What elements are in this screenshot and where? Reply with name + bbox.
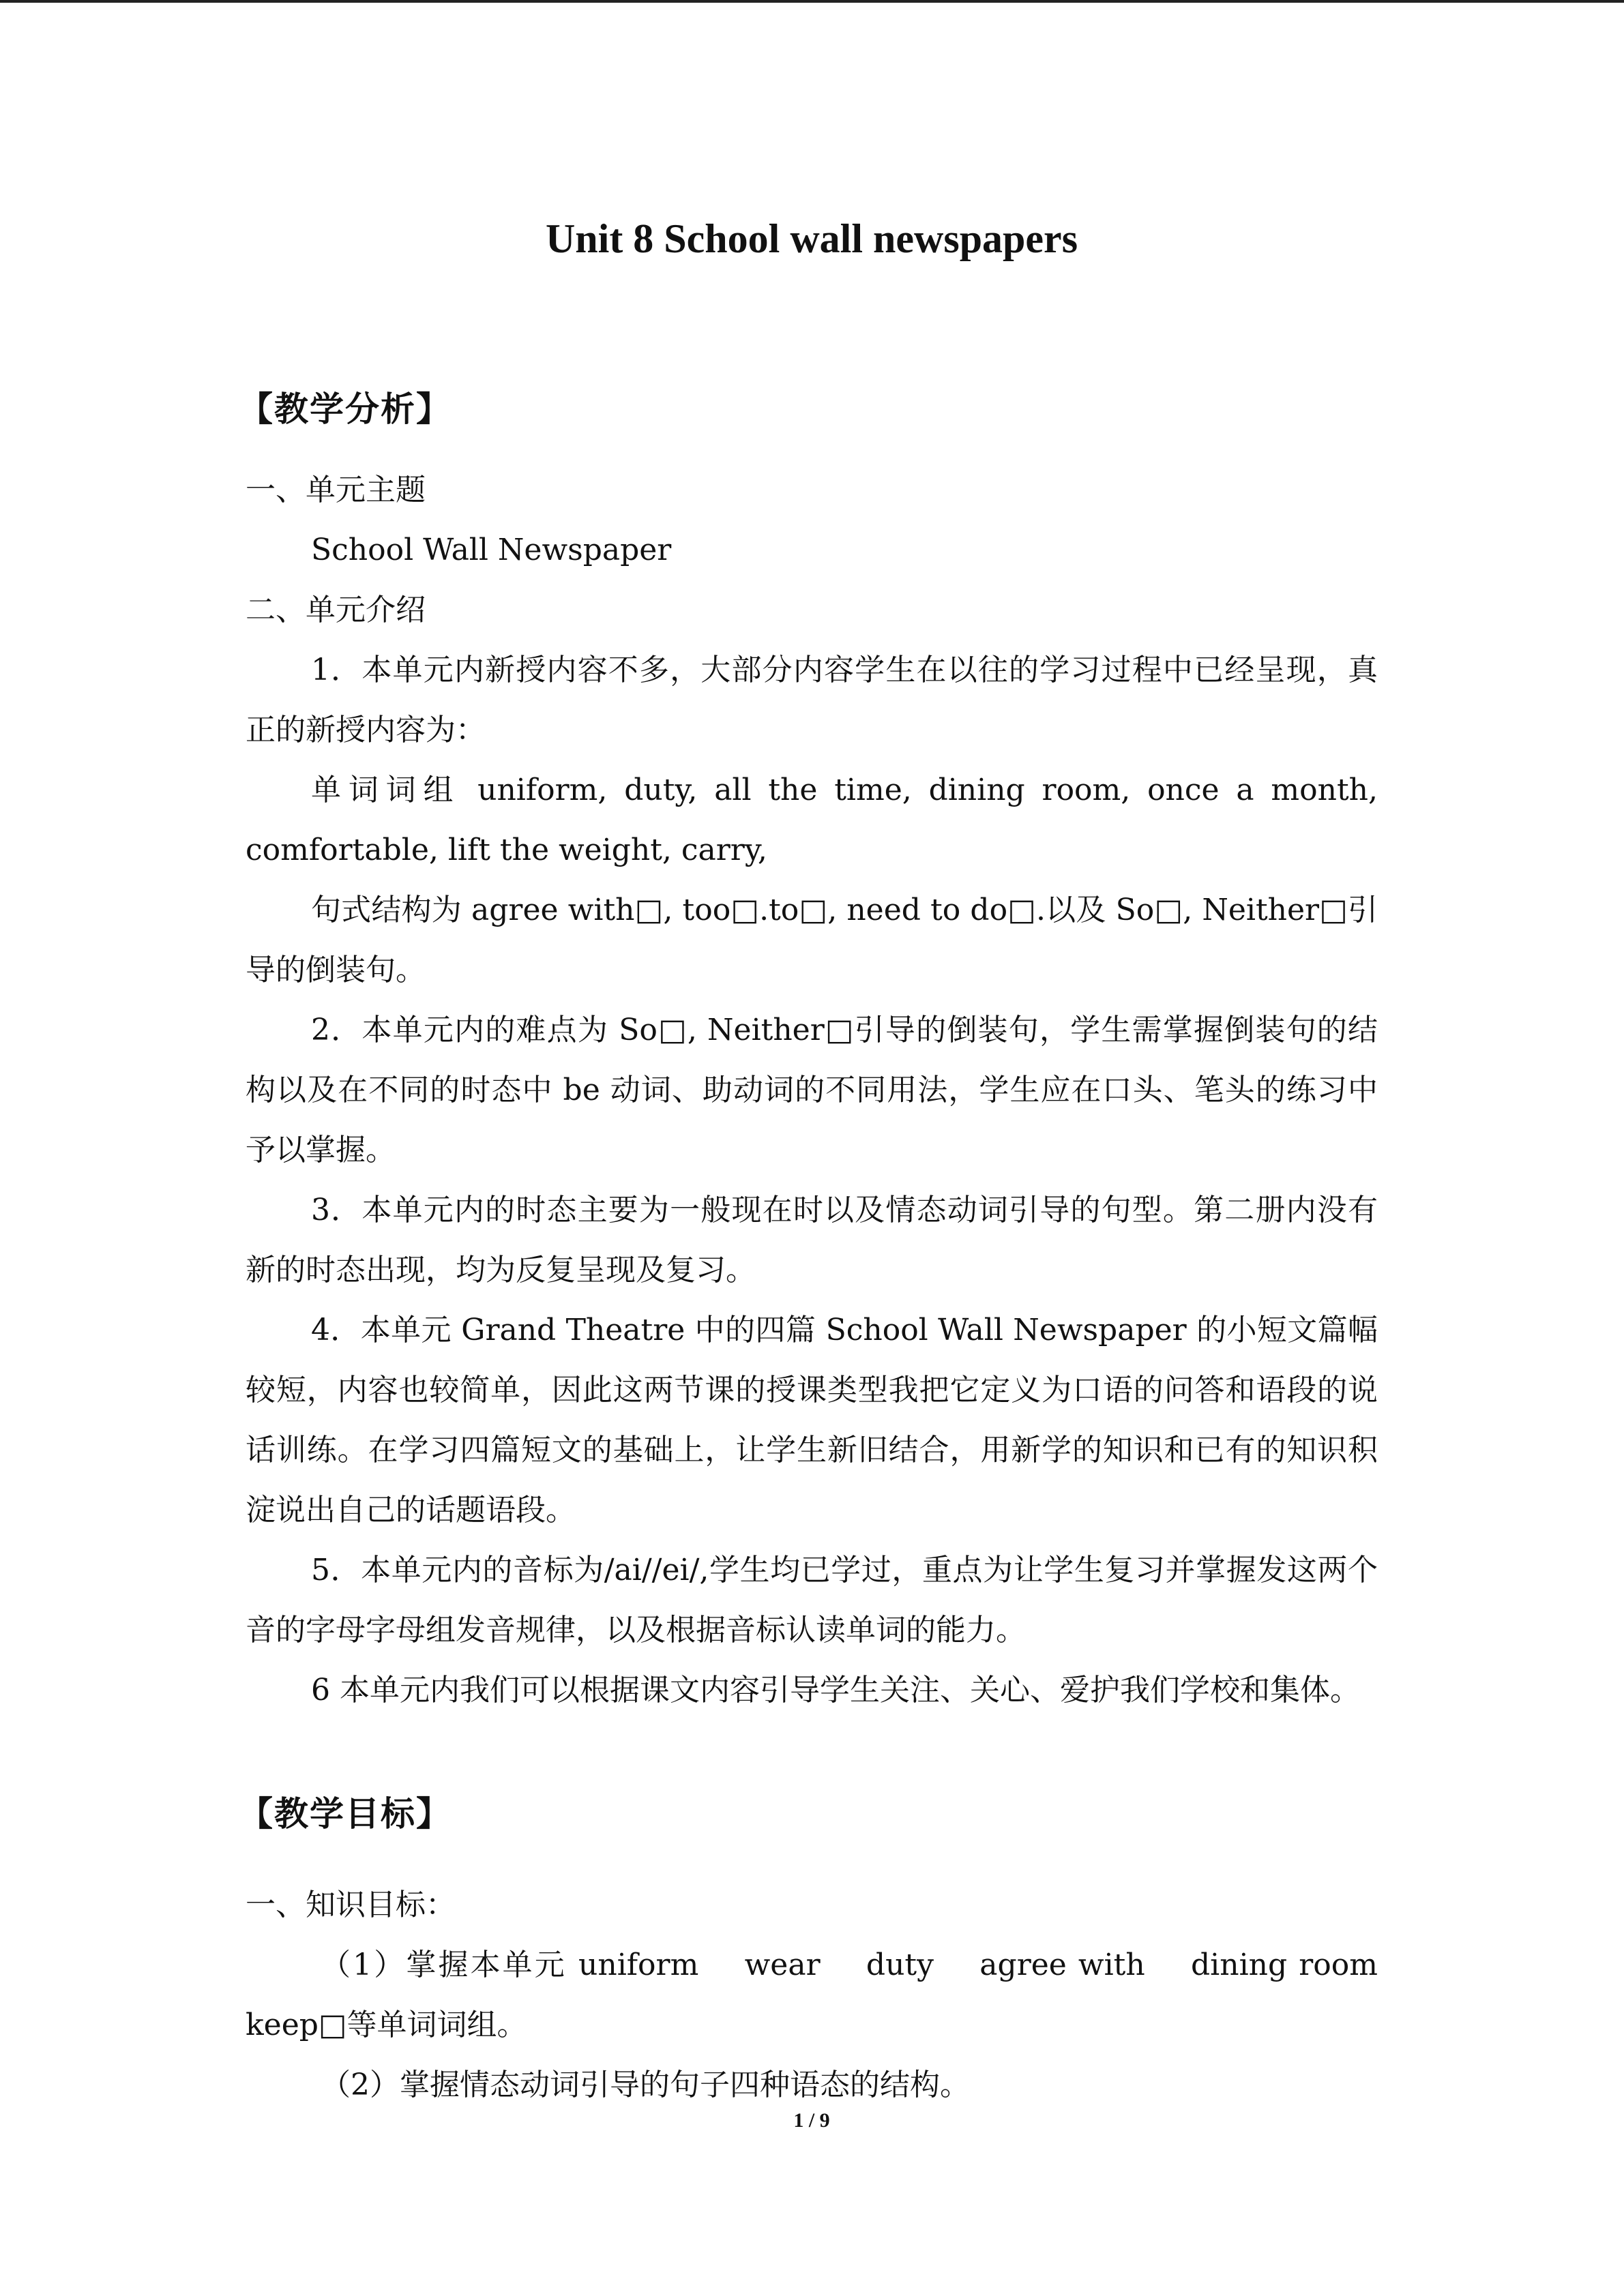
intro-paragraph-3: 3．本单元内的时态主要为一般现在时以及情态动词引导的句型。第二册内没有新的时态出现，均为反复呈现及复习。 [246, 1193, 1378, 1287]
intro-paragraph-5: 5．本单元内的音标为/ai//ei/,学生均已学过，重点为让学生复习并掌握发这两个音的字母字母组发音规律，以及根据音标认读单词的能力。 [246, 1553, 1378, 1648]
section-heading-analysis: 【教学分析】 [239, 389, 452, 429]
document-title: Unit 8 School wall newspapers [545, 216, 1078, 261]
intro-paragraph-vocabulary: 单词词组 uniform, duty, all the time, dining room, once a month, comfortable, lift the weight, carry, [246, 773, 1378, 867]
objective-item-1: （1）掌握本单元 uniform wear duty agree with dining room keep□等单词词组。 [246, 1948, 1417, 2042]
knowledge-objectives-heading: 一、知识目标： [246, 1888, 456, 1922]
objectives-section [246, 1875, 1417, 2115]
intro-paragraph-4: 4．本单元 Grand Theatre 中的四篇 School Wall Newspaper 的小短文篇幅较短，内容也较简单，因此这两节课的授课类型我把它定义为口语的问答和语段的说话训练。在学习四篇短文的基础上，让学生新旧结合，用新学的知识和已有的知识积淀说出自己的话题语段。 [246, 1313, 1378, 1527]
intro-paragraph-1: 1．本单元内新授内容不多，大部分内容学生在以往的学习过程中已经呈现，真正的新授内容为： [246, 653, 1378, 747]
analysis-section [246, 460, 1378, 1720]
page-number: 1 / 9 [793, 2109, 830, 2132]
document-page [239, 0, 1417, 2296]
intro-paragraph-structures: 句式结构为 agree with□, too□.to□, need to do□.以及 So□, Neither□引导的倒装句。 [246, 893, 1378, 987]
intro-paragraph-6: 6 本单元内我们可以根据课文内容引导学生关注、关心、爱护我们学校和集体。 [311, 1673, 1360, 1708]
unit-intro-heading: 二、单元介绍 [246, 593, 426, 627]
objective-item-2: （2）掌握情态动词引导的句子四种语态的结构。 [321, 2068, 970, 2102]
unit-theme-text: School Wall Newspaper [311, 533, 672, 567]
intro-paragraph-2: 2．本单元内的难点为 So□, Neither□引导的倒装句，学生需掌握倒装句的结构以及在不同的时态中 be 动词、助动词的不同用法，学生应在口头、笔头的练习中予以掌握。 [246, 1013, 1378, 1167]
unit-theme-heading: 一、单元主题 [246, 473, 426, 507]
section-heading-objectives: 【教学目标】 [239, 1794, 452, 1834]
